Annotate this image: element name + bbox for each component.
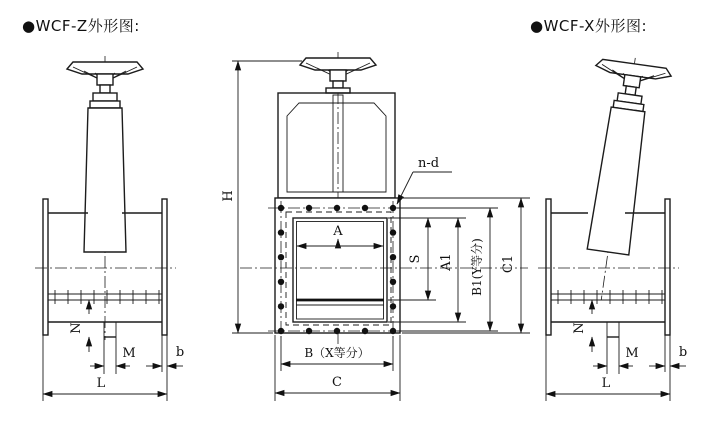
dim-label-M: M — [625, 346, 639, 361]
flange-plate-left — [546, 199, 551, 335]
title-wcf-x: ●WCF-X外形图: — [530, 17, 648, 35]
handwheel-icon — [67, 62, 143, 108]
dim-label-C: C — [332, 375, 342, 390]
title-wcf-z: ●WCF-Z外形图: — [22, 17, 140, 35]
drawing-wcf-z-side-view — [35, 56, 184, 401]
dim-label-N: N — [572, 322, 587, 334]
bonnet-column — [587, 106, 649, 254]
drain-stub — [104, 322, 116, 374]
dim-label-H: H — [221, 190, 236, 202]
dim-label-M: M — [122, 346, 136, 361]
dim-label-B: B（X等分） — [304, 346, 370, 360]
bolted-joint — [551, 290, 665, 304]
flange-plate-left — [43, 199, 48, 335]
drain-stub — [607, 322, 619, 374]
flange-plate-right — [162, 199, 167, 335]
dim-label-C1: C1 — [501, 254, 516, 274]
dimensions-bottom — [275, 335, 400, 401]
dim-label-S: S — [408, 254, 423, 264]
flange-plate-right — [665, 199, 670, 335]
bonnet-column — [84, 108, 126, 252]
drawing-front-view — [221, 52, 530, 401]
drawing-wcf-x-side-view — [538, 53, 687, 401]
yoke-frame — [278, 93, 395, 198]
dim-label-b: b — [175, 345, 185, 360]
dim-label-B1: B1(Y等分) — [470, 238, 484, 296]
dim-label-A: A — [333, 224, 343, 239]
leader-n-d — [397, 156, 452, 204]
tilted-stem-assembly — [564, 53, 673, 305]
dimensions-right-side — [388, 198, 530, 333]
dim-label-n-d: n-d — [418, 156, 440, 171]
handwheel-icon — [300, 58, 376, 93]
dim-label-b: b — [678, 345, 688, 360]
dim-label-A1: A1 — [439, 253, 454, 271]
square-flange — [240, 198, 528, 340]
dim-label-L: L — [601, 376, 611, 391]
dim-label-N: N — [69, 322, 84, 334]
dim-label-L: L — [96, 376, 106, 391]
handwheel-icon — [590, 59, 672, 115]
